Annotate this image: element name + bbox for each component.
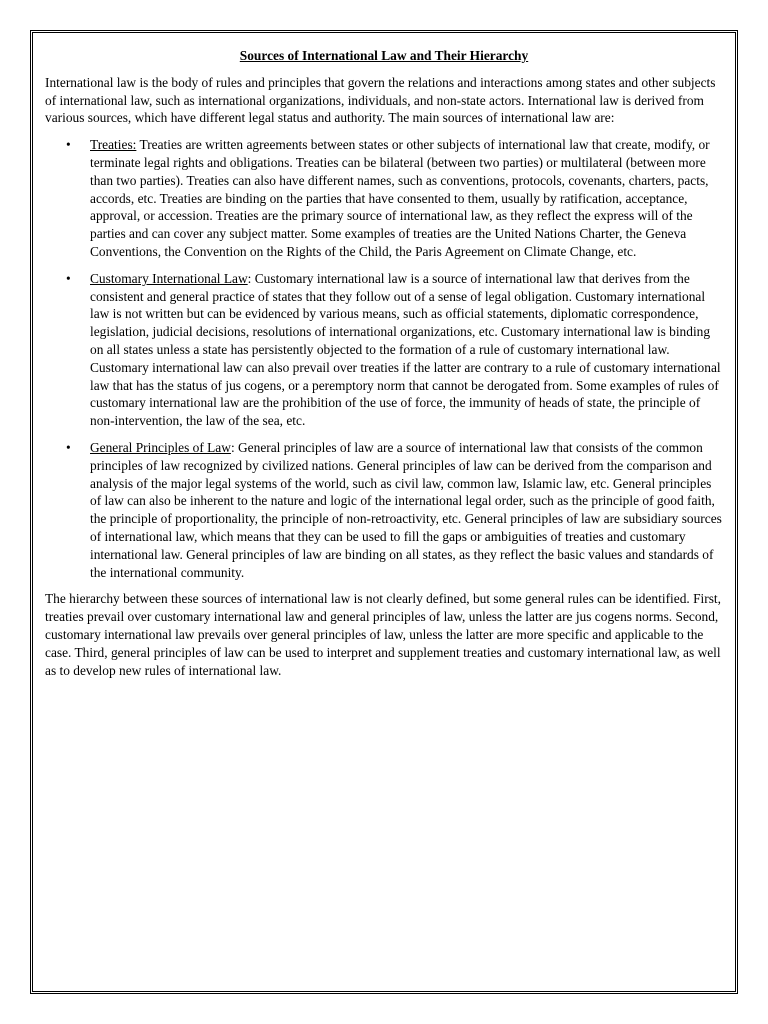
- list-item-treaties: [66, 136, 723, 261]
- term-treaties: Treaties:: [90, 137, 137, 153]
- description-customary-international-law: : Customary international law is a source of international law that derives from the consistent and general practice of states that they follow out of a sense of legal obligation. Customary international law is not written but can be evidenced by various means, such as official statements, diplomatic correspondence, legislation, judicial decisions, resolutions of international organizations, etc. Customary international law is binding on all states unless a state has persistently objected to the formation of a rule of customary international law. Customary international law can also prevail over treaties if the latter are contrary to a rule of customary international law that has the status of jus cogens, or a peremptory norm that cannot be derogated from. Some examples of rules of customary international law are the prohibition of the use of force, the immunity of heads of state, the principle of non-intervention, the law of the sea, etc.: [90, 270, 721, 429]
- bullet-marker: •: [66, 270, 71, 286]
- conclusion-paragraph: The hierarchy between these sources of international law is not clearly defined, but some general rules can be identified. First, treaties prevail over customary international law and general principles of law, unless the latter are jus cogens norms. Second, customary international law prevails over general principles of law, unless the latter are more specific and applicable to the case. Third, general principles of law can be used to interpret and supplement treaties and customary international law, as well as to develop new rules of international law.: [45, 591, 721, 678]
- document-title: Sources of International Law and Their Hierarchy: [239, 48, 529, 63]
- description-general-principles-of-law: : General principles of law are a source of international law that consists of the common principles of law recognized by civilized nations. General principles of law can be derived from the comparison and analysis of the major legal systems of the world, such as civil law, common law, Islamic law, etc. General principles of law can also be inherent to the nature and logic of the international legal order, such as the principle of good faith, the principle of proportionality, the principle of non-retroactivity, etc. General principles of law are subsidiary sources of international law, which means that they can be used to fill the gaps or ambiguities of treaties and customary international law. General principles of law are binding on all states, as they reflect the basic values and standards of the international community.: [90, 439, 722, 580]
- list-item-general-principles-of-law: [66, 439, 723, 581]
- sources-list: [45, 136, 723, 581]
- term-customary-international-law: Customary International Law: [90, 270, 248, 286]
- term-general-principles-of-law: General Principles of Law: [90, 439, 231, 455]
- bullet-marker: •: [66, 137, 71, 153]
- intro-paragraph: International law is the body of rules and principles that govern the relations and interactions among states and other subjects of international law, such as international organizations, individuals, and non-state actors. International law is derived from various sources, which have different legal status and authority. The main sources of international law are:: [45, 74, 716, 126]
- document-page: [30, 30, 738, 994]
- document-body: [45, 47, 723, 688]
- description-treaties: Treaties are written agreements between states or other subjects of international law that create, modify, or terminate legal rights and obligations. Treaties can be bilateral (between two parties) or multilateral (between more than two parties). Treaties can also have different names, such as conventions, protocols, covenants, charters, pacts, accords, etc. Treaties are binding on the parties that have consented to them, usually by ratification, acceptance, approval, or accession. Treaties are the primary source of international law, as they reflect the express will of the parties and can cover any subject matter. Some examples of treaties are the United Nations Charter, the Geneva Conventions, the Convention on the Rights of the Child, the Paris Agreement on Climate Change, etc.: [90, 137, 710, 259]
- bullet-marker: •: [66, 439, 71, 455]
- list-item-customary-international-law: [66, 270, 723, 430]
